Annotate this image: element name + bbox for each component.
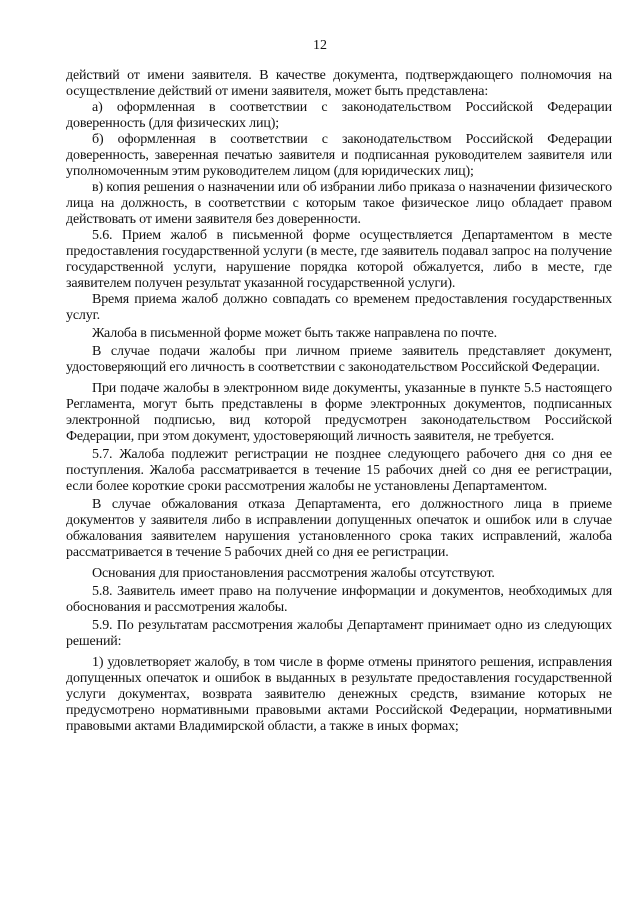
paragraph-no-suspension: Основания для приостановления рассмотрения жалобы отсутствуют. bbox=[92, 566, 495, 581]
paragraph-reception-time: Время приема жалоб должно совпадать со временем предоставления государственных услуг. bbox=[66, 292, 612, 323]
document-body bbox=[66, 68, 612, 735]
paragraph-5-6: 5.6. Прием жалоб в письменной форме осуществляется Департаментом в месте предоставления государственной услуги (в месте, где заявитель подавал запрос на получение государственной услуги, нарушение порядка которой обжалуется, либо в месте, где заявителем получен результат указанной государственной услуги). bbox=[66, 228, 612, 291]
paragraph-item-a: а) оформленная в соответствии с законодательством Российской Федерации доверенность (для физических лиц); bbox=[66, 100, 612, 131]
paragraph-decision-1: 1) удовлетворяет жалобу, в том числе в форме отмены принятого решения, исправления допущенных опечаток и ошибок в выданных в результате предоставления государственной услуги документах, возврата заявителю денежных средств, взимание которых не предусмотрено нормативными правовыми актами Российской Федерации, нормативными правовыми актами Владимирской области, а также в иных формах; bbox=[66, 655, 612, 734]
paragraph-appeal-refusal: В случае обжалования отказа Департамента, его должностного лица в приеме документов у заявителя либо в исправлении допущенных опечаток и ошибок или в случае обжалования заявителем нарушения установленного срока таких исправлений, жалоба рассматривается в течение 5 рабочих дней со дня ее регистрации. bbox=[66, 497, 612, 560]
paragraph-5-7: 5.7. Жалоба подлежит регистрации не позднее следующего рабочего дня со дня ее поступления. Жалоба рассматривается в течение 15 рабочих дней со дня ее регистрации, если более короткие сроки рассмотрения жалобы не установлены Департаментом. bbox=[66, 447, 612, 494]
page-number: 12 bbox=[313, 38, 327, 53]
paragraph-5-9: 5.9. По результатам рассмотрения жалобы Департамент принимает одно из следующих решений: bbox=[66, 618, 612, 649]
paragraph-personal-reception: В случае подачи жалобы при личном приеме заявитель представляет документ, удостоверяющий его личность в соответствии с законодательством Российской Федерации. bbox=[66, 344, 612, 375]
paragraph-item-v: в) копия решения о назначении или об избрании либо приказа о назначении физического лица на должность, в соответствии с которым такое физическое лицо обладает правом действовать от имени заявителя без доверенности. bbox=[66, 180, 612, 227]
paragraph-5-8: 5.8. Заявитель имеет право на получение информации и документов, необходимых для обоснования и рассмотрения жалобы. bbox=[66, 584, 612, 615]
paragraph-continuation: действий от имени заявителя. В качестве документа, подтверждающего полномочия на осуществление действий от имени заявителя, может быть представлена: bbox=[66, 68, 612, 99]
paragraph-item-b: б) оформленная в соответствии с законодательством Российской Федерации доверенность, заверенная печатью заявителя и подписанная руководителем заявителя или уполномоченным этим руководителем лицом (для юридических лиц); bbox=[66, 132, 612, 179]
paragraph-by-post: Жалоба в письменной форме может быть также направлена по почте. bbox=[92, 326, 498, 341]
paragraph-electronic-form: При подаче жалобы в электронном виде документы, указанные в пункте 5.5 настоящего Регламента, могут быть представлены в форме электронных документов, подписанных электронной подписью, вид которой предусмотрен законодательством Российской Федерации, при этом документ, удостоверяющий личность заявителя, не требуется. bbox=[66, 381, 612, 444]
